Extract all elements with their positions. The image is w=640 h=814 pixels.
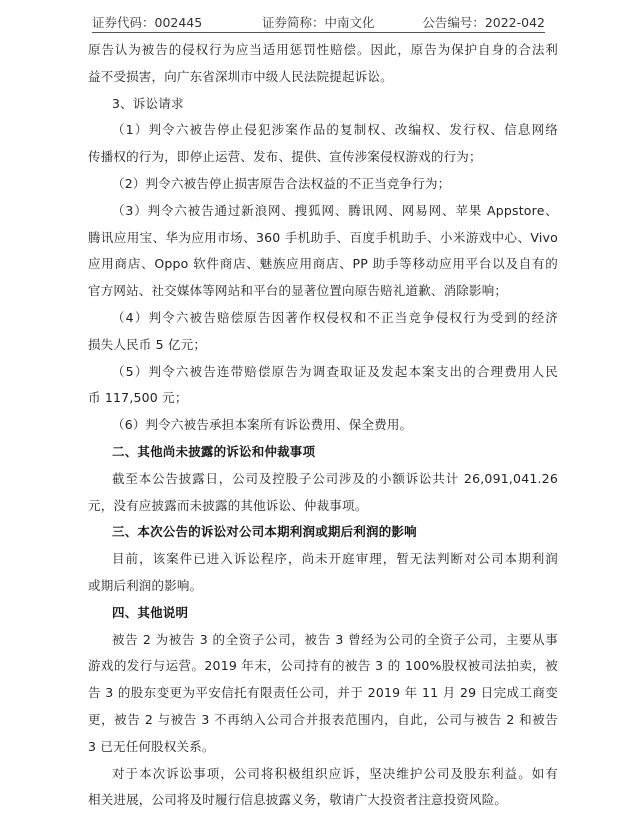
paragraph-line: 损失人民币 5 亿元；: [88, 336, 207, 352]
section-heading: 二、其他尚未披露的诉讼和仲裁事项: [112, 443, 316, 459]
paragraph-line: 3 已无任何股权关系。: [88, 738, 215, 754]
paragraph-line: 原告认为被告的侵权行为应当适用惩罚性赔偿。因此，原告为保护自身的合法利: [88, 42, 558, 57]
paragraph-line: 对于本次诉讼事项，公司将积极组织应诉，坚决维护公司及股东利益。如有: [112, 765, 558, 781]
paragraph-line: 或期后利润的影响。: [88, 577, 203, 593]
paragraph-line: 相关进展，公司将及时履行信息披露义务，敬请广大投资者注意投资风险。: [88, 792, 508, 808]
paragraph-line: 游戏的发行与运营。2019 年末，公司持有的被告 3 的 100%股权被司法拍卖，被: [88, 658, 558, 674]
paragraph-line: 告 3 的股东变更为平安信托有限责任公司，并于 2019 年 11 月 29 日完成工商变: [88, 685, 558, 701]
paragraph-line: 币 117,500 元；: [88, 390, 188, 406]
section-heading: 四、其他说明: [112, 604, 189, 620]
stock-short-name: 证券简称：中南文化: [262, 15, 375, 30]
document-body: [88, 37, 558, 814]
page-header: [92, 10, 545, 33]
paragraph-line: 目前，该案件已进入诉讼程序，尚未开庭审理，暂无法判断对公司本期利润: [112, 551, 558, 567]
paragraph-line: （4）判令六被告赔偿原告因著作权侵权和不正当竞争侵权行为受到的经济: [112, 309, 558, 325]
paragraph-line: （6）判令六被告承担本案所有诉讼费用、保全费用。: [112, 417, 413, 433]
paragraph-line: 应用商店、Oppo 软件商店、魅族应用商店、PP 助手等移动应用平台以及自有的: [88, 256, 558, 272]
paragraph-line: 被告 2 为被告 3 的全资子公司，被告 3 曾经为公司的全资子公司，主要从事: [112, 631, 558, 647]
paragraph-line: 官方网站、社交媒体等网站和平台的显著位置向原告赔礼道歉、消除影响；: [88, 283, 508, 299]
paragraph-line: 传播权的行为，即停止运营、发布、提供、宣传涉案侵权游戏的行为；: [88, 149, 482, 165]
paragraph-line: 更，被告 2 与被告 3 不再纳入公司合并报表范围内，自此，公司与被告 2 和被告: [88, 711, 558, 727]
paragraph-line: 截至本公告披露日，公司及控股子公司涉及的小额诉讼共计 26,091,041.26: [112, 470, 558, 486]
stock-code: 证券代码：002445: [92, 15, 203, 30]
paragraph-line: （1）判令六被告停止侵犯涉案作品的复制权、改编权、发行权、信息网络: [112, 122, 558, 138]
paragraph-line: （3）判令六被告通过新浪网、搜狐网、腾讯网、网易网、苹果 Appstore、: [112, 202, 558, 218]
paragraph-line: （5）判令六被告连带赔偿原告为调查取证及发起本案支出的合理费用人民: [112, 363, 558, 379]
section-heading: 三、本次公告的诉讼对公司本期利润或期后利润的影响: [112, 524, 417, 540]
paragraph-line: 腾讯应用宝、华为应用市场、360 手机助手、百度手机助手、小米游戏中心、Vivo: [88, 229, 558, 245]
paragraph-line: 益不受损害，向广东省深圳市中级人民法院提起诉讼。: [88, 68, 393, 84]
paragraph-line: 3、诉讼请求: [112, 95, 184, 111]
notice-number: 公告编号：2022-042: [422, 15, 545, 30]
paragraph-line: 元，没有应披露而未披露的其他诉讼、仲裁事项。: [88, 497, 368, 513]
paragraph-line: （2）判令六被告停止损害原告合法权益的不正当竞争行为；: [112, 175, 451, 191]
